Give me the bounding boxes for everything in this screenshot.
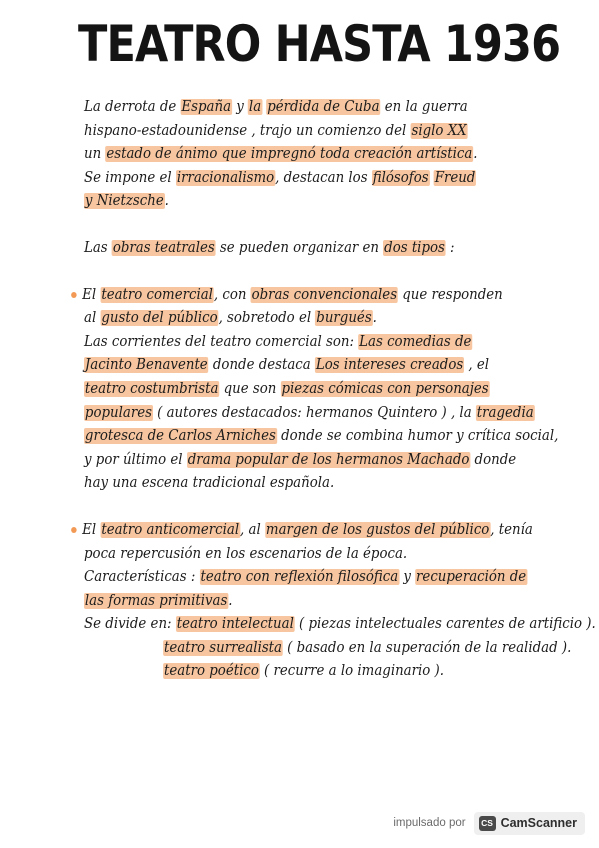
highlighted-text: teatro anticomercial [101, 521, 240, 538]
text-segment: que son [219, 380, 281, 397]
bullet-dot-icon [71, 527, 77, 533]
highlighted-text: drama popular de los hermanos Machado [187, 451, 470, 468]
text-segment: donde destaca [208, 357, 315, 374]
page-title: TEATRO HASTA 1936 [78, 15, 561, 73]
highlighted-text: irracionalismo [176, 169, 275, 186]
highlighted-text: y Nietzsche [84, 193, 164, 210]
camscanner-name: CamScanner [500, 816, 577, 830]
highlighted-text: obras teatrales [112, 239, 215, 256]
text-segment: ( basado en la superación de la realidad ). [282, 639, 572, 656]
text-segment: . [473, 146, 478, 163]
text-segment: . [164, 193, 169, 210]
text-segment: La derrota de [84, 99, 181, 115]
note-line [84, 449, 517, 473]
text-segment: se pueden organizar en [215, 239, 384, 256]
note-line [84, 378, 507, 402]
note-line [84, 143, 507, 167]
highlighted-text: tragedia [476, 404, 534, 421]
highlighted-text: Las comedias de [359, 333, 472, 350]
highlighted-text: recuperación de [416, 569, 527, 586]
text-segment: Se divide en: [84, 616, 176, 633]
text-segment: al [84, 310, 101, 327]
line-gap [84, 261, 507, 284]
highlighted-text: la [248, 99, 262, 115]
notes-body [82, 96, 596, 684]
text-segment: ( autores destacados: hermanos Quintero ) , la [152, 404, 476, 421]
camscanner-badge[interactable] [474, 812, 585, 835]
note-line [84, 354, 507, 378]
text-segment: El [82, 521, 101, 538]
highlighted-text: piezas cómicas con personajes [281, 380, 489, 397]
text-segment: y [231, 99, 249, 115]
text-segment: donde se combina humor y crítica social, [276, 428, 559, 445]
highlighted-text: dos tipos [384, 239, 445, 256]
scanner-watermark [393, 810, 585, 836]
note-line [84, 613, 596, 637]
highlighted-text: Freud [434, 169, 476, 186]
text-segment: ( piezas intelectuales carentes de artificio ). [294, 616, 596, 633]
highlighted-text: teatro intelectual [176, 616, 294, 633]
note-line [84, 331, 507, 355]
highlighted-text: filósofos [372, 169, 429, 186]
note-line [84, 402, 534, 426]
highlighted-text: obras convencionales [251, 286, 398, 303]
note-line [84, 566, 527, 590]
text-segment: Características : [84, 569, 200, 586]
text-segment: El [82, 286, 101, 303]
note-line [84, 190, 507, 214]
note-line [84, 237, 507, 261]
text-segment: ( recurre a lo imaginario ). [259, 663, 445, 680]
note-line [84, 660, 507, 684]
text-segment: , el [464, 357, 490, 374]
camscanner-icon: CS [479, 816, 496, 831]
highlighted-text: estado de ánimo que impregnó toda creación artística [106, 146, 473, 163]
text-segment: , tenía [490, 521, 533, 538]
text-segment: hay una escena tradicional española. [84, 475, 335, 492]
text-segment: : [445, 239, 455, 256]
text-segment: Las [84, 239, 112, 256]
text-segment: hispano-estadounidense , trajo un comienzo del [84, 122, 411, 139]
note-line [84, 472, 507, 496]
highlighted-text: teatro poético [164, 663, 259, 680]
note-line [84, 120, 507, 144]
highlighted-text: España [181, 99, 232, 115]
text-segment: un [84, 146, 106, 163]
text-segment: donde [470, 451, 517, 468]
watermark-label: impulsado por [393, 817, 466, 829]
highlighted-text: gusto del público [101, 310, 218, 327]
line-gap [84, 496, 507, 519]
highlighted-text: teatro surrealista [164, 639, 283, 656]
text-segment: . [372, 310, 377, 327]
highlighted-text: burgués [316, 310, 372, 327]
note-line [84, 543, 507, 567]
highlighted-text: margen de los gustos del público [265, 521, 490, 538]
text-segment: , sobretodo el [218, 310, 316, 327]
note-line [84, 637, 572, 661]
note-line [84, 307, 507, 331]
highlighted-text: populares [84, 404, 152, 421]
highlighted-text: teatro con reflexión filosófica [200, 569, 399, 586]
text-segment: . [228, 592, 233, 609]
text-segment: Las corrientes del teatro comercial son: [84, 333, 359, 350]
highlighted-text: pérdida de Cuba [267, 99, 380, 115]
line-gap [84, 214, 507, 237]
highlighted-text: teatro comercial [101, 286, 213, 303]
note-line [82, 519, 533, 543]
text-segment: y por último el [84, 451, 187, 468]
text-segment: y [399, 569, 416, 586]
highlighted-text: siglo XX [411, 122, 467, 139]
note-line [84, 167, 507, 191]
highlighted-text: Los intereses creados [315, 357, 464, 374]
text-segment: en la guerra [380, 99, 468, 115]
note-line [84, 96, 507, 120]
text-segment: , al [240, 521, 265, 538]
note-line [84, 590, 507, 614]
highlighted-text: Jacinto Benavente [84, 357, 208, 374]
note-line [84, 284, 507, 308]
text-segment: Se impone el [84, 169, 176, 186]
text-segment: que responden [397, 286, 503, 303]
highlighted-text: teatro costumbrista [84, 380, 219, 397]
text-segment: , con [213, 286, 251, 303]
text-segment: poca repercusión en los escenarios de la época. [84, 545, 408, 562]
highlighted-text: grotesca de Carlos Arniches [84, 428, 276, 445]
note-line [84, 425, 559, 449]
highlighted-text: las formas primitivas [84, 592, 228, 609]
bullet-dot-icon [71, 292, 77, 298]
text-segment: , destacan los [275, 169, 372, 186]
